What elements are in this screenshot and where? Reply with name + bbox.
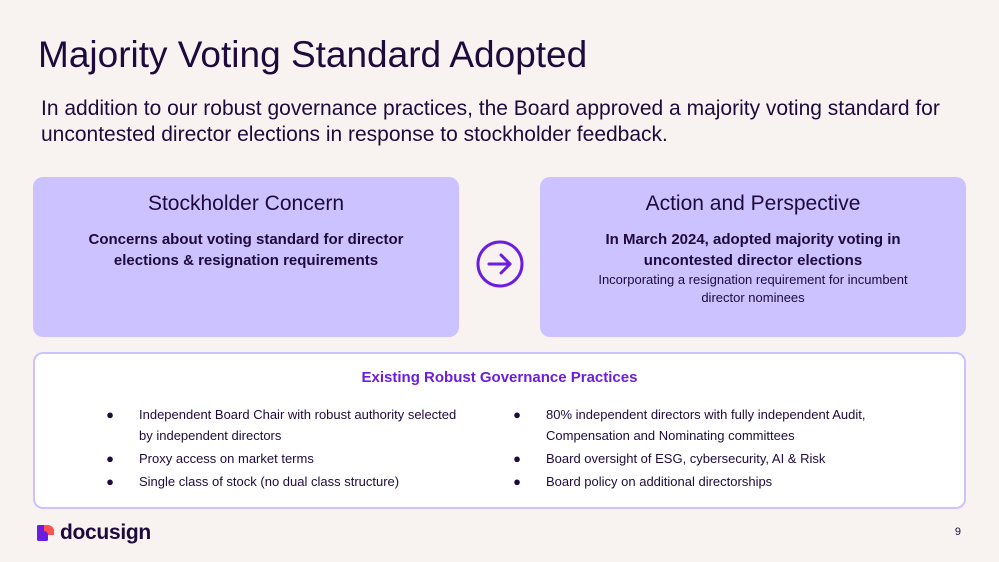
list-item-text: Single class of stock (no dual class structure) bbox=[139, 474, 400, 489]
bullet-icon: ● bbox=[513, 474, 521, 489]
list-item-text: 80% independent directors with fully independent Audit, Compensation and Nominating committees bbox=[546, 407, 866, 443]
governance-practices-box bbox=[33, 352, 966, 509]
practices-right-list bbox=[512, 404, 912, 494]
practices-title: Existing Robust Governance Practices bbox=[361, 369, 638, 386]
brand-name: docusign bbox=[60, 521, 151, 544]
list-item-text: Board oversight of ESG, cybersecurity, AI & Risk bbox=[546, 451, 826, 466]
action-card-title: Action and Perspective bbox=[645, 192, 861, 215]
concern-card-title: Stockholder Concern bbox=[147, 192, 345, 215]
bullet-icon: ● bbox=[513, 407, 521, 422]
list-item bbox=[105, 471, 465, 492]
bullet-icon: ● bbox=[106, 474, 114, 489]
bullet-icon: ● bbox=[106, 407, 114, 422]
list-item bbox=[105, 404, 465, 446]
stockholder-concern-card bbox=[33, 177, 459, 337]
arrow-right-circle-icon bbox=[474, 238, 526, 290]
list-item-text: Proxy access on market terms bbox=[139, 451, 314, 466]
page-number: 9 bbox=[954, 526, 961, 538]
list-item bbox=[512, 448, 912, 469]
practices-left-list bbox=[105, 404, 465, 494]
bullet-icon: ● bbox=[106, 451, 114, 466]
docusign-logo-icon bbox=[37, 524, 55, 542]
list-item bbox=[512, 471, 912, 492]
list-item-text: Independent Board Chair with robust authority selected by independent directors bbox=[139, 407, 457, 443]
concern-card-body: Concerns about voting standard for director elections & resignation requirements bbox=[88, 231, 404, 269]
page-title: Majority Voting Standard Adopted bbox=[38, 34, 588, 75]
intro-paragraph: In addition to our robust governance practices, the Board approved a majority voting standard for uncontested director elections in response to stockholder feedback. bbox=[41, 97, 940, 146]
action-perspective-card bbox=[540, 177, 966, 337]
list-item bbox=[512, 404, 912, 446]
docusign-logo bbox=[37, 521, 151, 545]
list-item bbox=[105, 448, 465, 469]
bullet-icon: ● bbox=[513, 451, 521, 466]
action-card-body: In March 2024, adopted majority voting in uncontested director elections bbox=[605, 231, 901, 269]
action-card-detail: Incorporating a resignation requirement for incumbent director nominees bbox=[598, 272, 908, 305]
list-item-text: Board policy on additional directorships bbox=[546, 474, 773, 489]
